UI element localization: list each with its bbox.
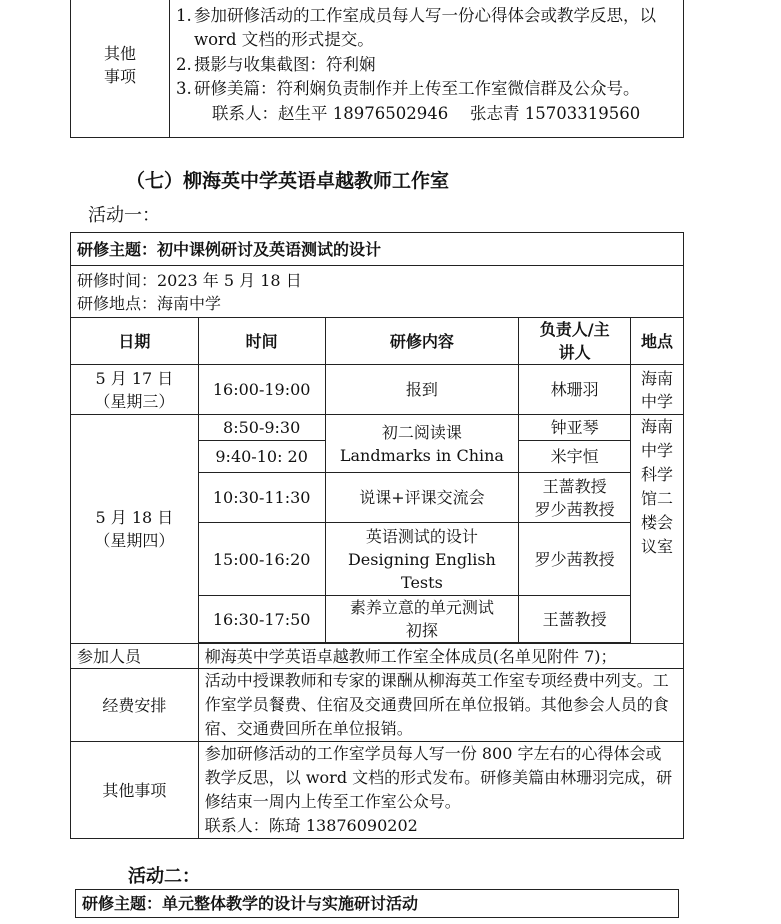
day2-r3-time: 10:30-11:30 bbox=[198, 473, 325, 523]
other-contact: 联系人：陈琦 13876090202 bbox=[204, 816, 418, 835]
funding-label: 经费安排 bbox=[71, 669, 199, 742]
contact-line: 联系人：赵生平 18976502946 张志青 15703319560 bbox=[212, 103, 641, 123]
other-matters-label-1: 其他 bbox=[103, 44, 136, 63]
day1-date: 5 月 17 日 （星期三） bbox=[71, 365, 199, 415]
activity-2-table bbox=[75, 889, 679, 918]
day2-r5-time: 16:30-17:50 bbox=[198, 596, 325, 643]
day2-r3-host: 王蔷教授 罗少茜教授 bbox=[519, 473, 631, 523]
activity-1-place: 研修地点：海南中学 bbox=[77, 293, 222, 313]
day1-content: 报到 bbox=[325, 365, 519, 415]
activity-2-label: 活动二： bbox=[128, 866, 200, 887]
day2-r2-time: 9:40-10: 20 bbox=[198, 441, 325, 473]
day2-r2-host: 米宇恒 bbox=[519, 441, 631, 473]
list-item: 1. 参加研修活动的工作室成员每人写一份心得体会或教学反思，以 word 文档的形式提交。 bbox=[176, 5, 656, 50]
activity-1-table bbox=[70, 232, 684, 839]
day2-r4-time: 15:00-16:20 bbox=[198, 523, 325, 596]
day2-r5-host: 王蔷教授 bbox=[519, 596, 631, 643]
other-label: 其他事项 bbox=[71, 742, 199, 839]
participants-value: 柳海英中学英语卓越教师工作室全体成员(名单见附件 7)； bbox=[198, 644, 683, 669]
other-matters-label-cell bbox=[71, 0, 170, 138]
section-7-title: （七）柳海英中学英语卓越教师工作室 bbox=[126, 170, 450, 192]
activity-2-theme: 研修主题：单元整体教学的设计与实施研讨活动 bbox=[76, 890, 679, 918]
day2-date: 5 月 18 日 （星期四） bbox=[71, 415, 199, 644]
day1-host: 林珊羽 bbox=[519, 365, 631, 415]
other-matters-label-2: 事项 bbox=[103, 67, 136, 86]
day2-r1-host: 钟亚琴 bbox=[519, 415, 631, 441]
day1-location: 海南中学 bbox=[631, 365, 684, 415]
activity-1-time-place bbox=[71, 266, 684, 318]
list-item: 3. 研修美篇：符利娴负责制作并上传至工作室微信群及公众号。 bbox=[176, 79, 640, 99]
header-location: 地点 bbox=[631, 318, 684, 365]
header-date: 日期 bbox=[71, 318, 199, 365]
day1-time: 16:00-19:00 bbox=[198, 365, 325, 415]
header-time: 时间 bbox=[198, 318, 325, 365]
day2-r1-time: 8:50-9:30 bbox=[198, 415, 325, 441]
participants-label: 参加人员 bbox=[71, 644, 199, 669]
day2-r4-host: 罗少茜教授 bbox=[519, 523, 631, 596]
day2-r5-content: 素养立意的单元测试 初探 bbox=[325, 596, 519, 643]
list-item: 2. 摄影与收集截图：符利娴 bbox=[176, 54, 376, 74]
funding-value: 活动中授课教师和专家的课酬从柳海英工作室专项经费中列支。工作室学员餐费、住宿及交通费回所在单位报销。其他参会人员的食宿、交通费回所在单位报销。 bbox=[198, 669, 683, 742]
day2-r12-content: 初二阅读课 Landmarks in China bbox=[325, 415, 519, 473]
day2-r3-content: 说课+评课交流会 bbox=[325, 473, 519, 523]
activity-1-label: 活动一： bbox=[88, 205, 160, 226]
activity-1-theme: 研修主题：初中课例研讨及英语测试的设计 bbox=[71, 233, 684, 266]
activity-1-time: 研修时间：2023 年 5 月 18 日 bbox=[77, 270, 302, 290]
other-value-cell bbox=[198, 742, 683, 839]
header-host: 负责人/主 讲人 bbox=[519, 318, 631, 365]
day2-r4-content: 英语测试的设计 Designing English Tests bbox=[325, 523, 519, 596]
other-matters-list bbox=[176, 4, 671, 102]
header-content: 研修内容 bbox=[325, 318, 519, 365]
other-matters-content-cell bbox=[170, 0, 684, 138]
top-notes-table bbox=[70, 0, 684, 138]
day2-location: 海南中学科学馆二楼会议室 bbox=[631, 415, 684, 644]
other-value: 参加研修活动的工作室学员每人写一份 800 字左右的心得体会或教学反思，以 word 文档的形式发布。研修美篇由林珊羽完成，研修结束一周内上传至工作室公众号。 bbox=[204, 744, 673, 811]
